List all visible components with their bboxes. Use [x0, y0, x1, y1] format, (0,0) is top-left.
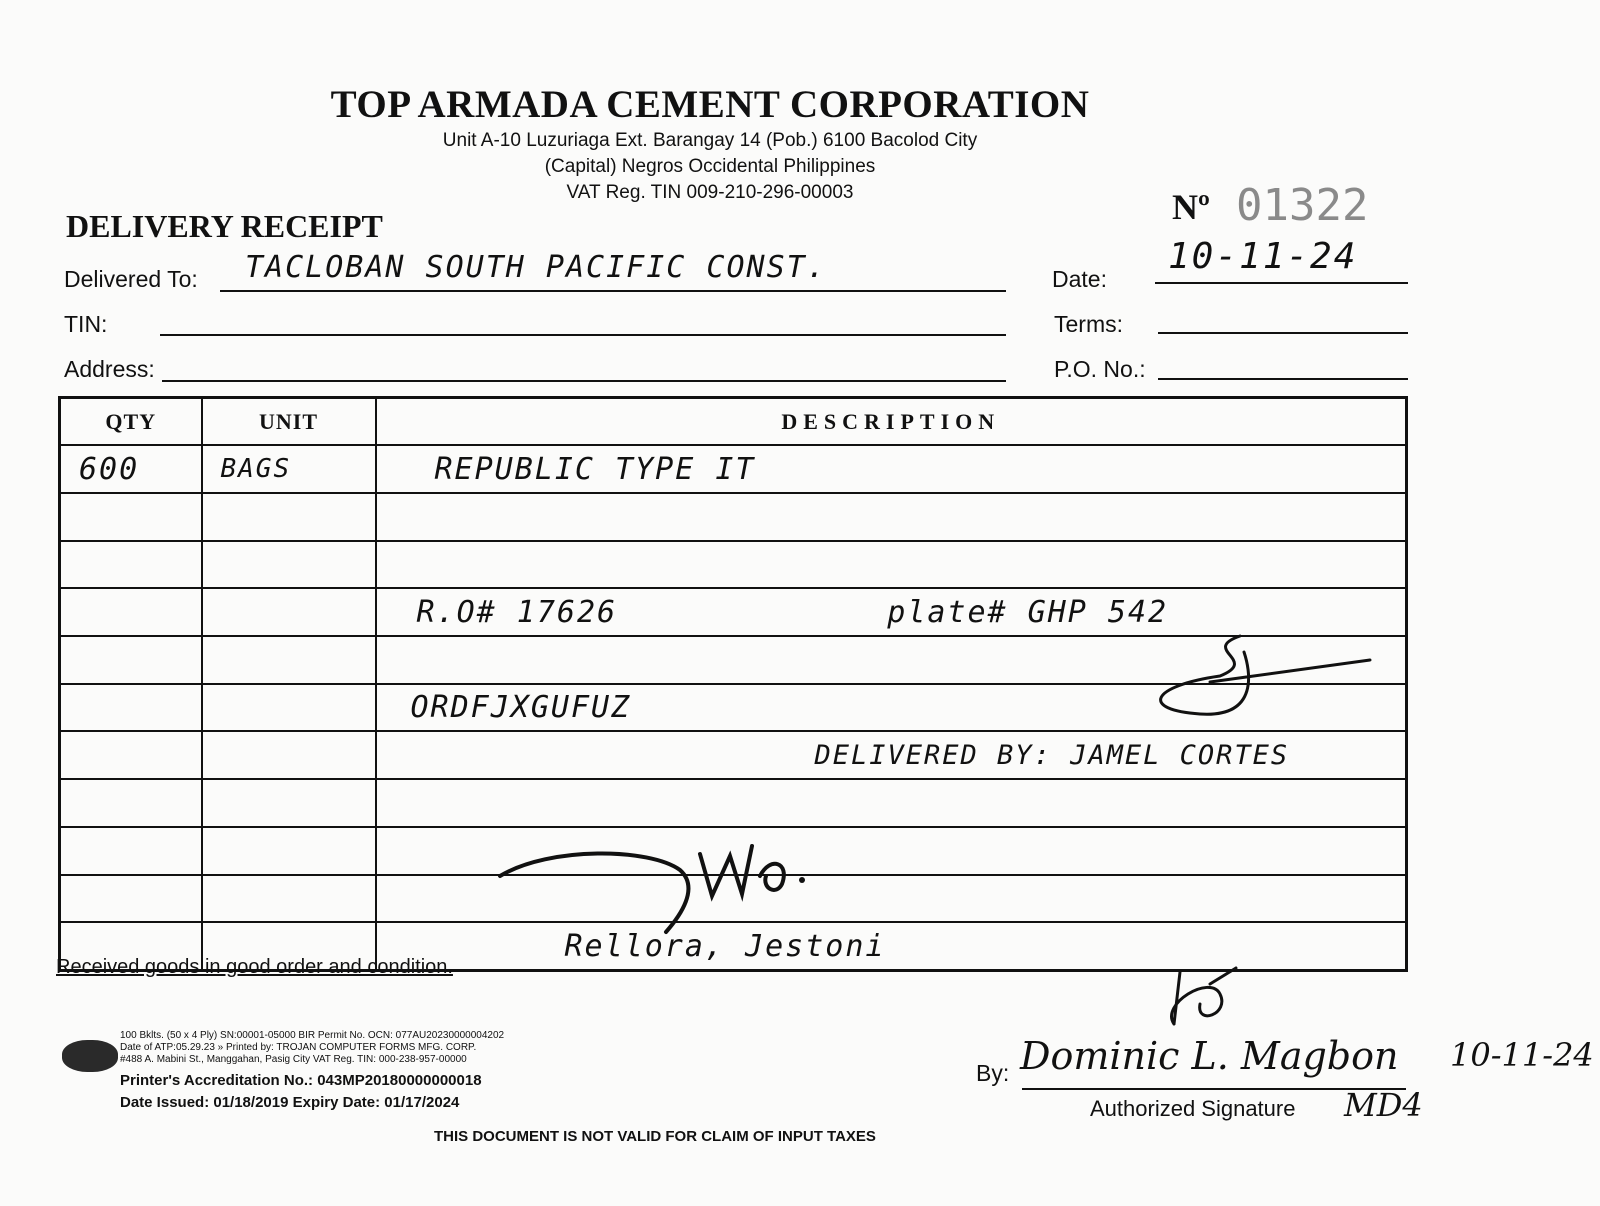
delivered-by-note: DELIVERED BY: JAMEL CORTES — [376, 731, 1407, 779]
date-label: Date: — [1052, 266, 1107, 292]
header-qty: QTY — [60, 398, 202, 446]
printer-line1: 100 Bklts. (50 x 4 Ply) SN:00001-05000 BIR Permit No. OCN: 077AU20230000004202 — [120, 1030, 505, 1041]
row1-description: REPUBLIC TYPE IT — [376, 445, 1407, 493]
po-line — [1158, 378, 1408, 380]
printer-line2: Date of ATP:05.29.23 » Printed by: TROJAN COMPUTER FORMS MFG. CORP. — [120, 1042, 477, 1053]
document-title: DELIVERY RECEIPT — [66, 208, 383, 244]
disclaimer: THIS DOCUMENT IS NOT VALID FOR CLAIM OF INPUT TAXES — [434, 1128, 876, 1145]
company-name: TOP ARMADA CEMENT CORPORATION — [330, 83, 1090, 126]
code-note: ORDFJXGUFUZ — [376, 684, 1407, 732]
checker-signature — [1140, 630, 1380, 720]
header-unit: UNIT — [202, 398, 376, 446]
ro-plate-cell — [376, 588, 1407, 636]
receipt-number-label: Nº — [1172, 187, 1210, 227]
date-value: 10-11-24 — [1168, 236, 1358, 277]
company-vat: VAT Reg. TIN 009-210-296-00003 — [566, 182, 854, 203]
row1-qty: 600 — [60, 445, 202, 493]
signer-initials-scribble — [1140, 964, 1250, 1044]
company-address-line2: (Capital) Negros Occidental Philippines — [544, 156, 876, 177]
printer-accreditation: Printer's Accreditation No.: 043MP20180000000018 — [120, 1072, 482, 1089]
address-line — [162, 380, 1006, 382]
ro-number-note: R.O# 17626 — [416, 594, 618, 630]
signer-name: Dominic L. Magbon — [1020, 1034, 1399, 1078]
plate-number-note: plate# GHP 542 — [887, 594, 1169, 630]
signer-initials: MD4 — [1344, 1086, 1423, 1124]
issue-expiry-dates: Date Issued: 01/18/2019 Expiry Date: 01/17/2024 — [120, 1094, 460, 1111]
printer-info — [120, 1030, 504, 1066]
po-label: P.O. No.: — [1054, 356, 1146, 382]
company-address-line1: Unit A-10 Luzuriaga Ext. Barangay 14 (Pob.) 6100 Bacolod City — [442, 130, 978, 151]
received-note: Received goods in good order and condition. — [56, 956, 453, 978]
table-row — [60, 541, 1407, 589]
signer-date: 10-11-24 — [1450, 1036, 1594, 1074]
receipt-number: 01322 — [1236, 180, 1369, 231]
table-row — [60, 493, 1407, 541]
address-label: Address: — [64, 356, 155, 382]
authorized-signature-label: Authorized Signature — [1090, 1096, 1296, 1121]
terms-line — [1158, 332, 1408, 334]
receiver-name: Rellora, Jestoni — [376, 922, 1407, 970]
delivered-to-label: Delivered To: — [64, 266, 198, 292]
table-row — [60, 779, 1407, 827]
table-row — [60, 588, 1407, 636]
terms-label: Terms: — [1054, 311, 1123, 337]
header-description: DESCRIPTION — [376, 398, 1407, 446]
tin-label: TIN: — [64, 311, 108, 337]
table-header-row — [60, 398, 1407, 446]
table-row — [60, 445, 1407, 493]
tin-line — [160, 334, 1006, 336]
delivered-to-value: TACLOBAN SOUTH PACIFIC CONST. — [245, 250, 827, 285]
printer-line3: #488 A. Mabini St., Manggahan, Pasig City VAT Reg. TIN: 000-238-957-00000 — [120, 1054, 467, 1065]
table-row — [60, 731, 1407, 779]
printer-logo — [62, 1040, 118, 1072]
date-line — [1155, 282, 1408, 284]
by-label: By: — [976, 1060, 1010, 1086]
delivered-to-line — [220, 290, 1006, 292]
row1-unit: BAGS — [202, 445, 376, 493]
receiver-signature — [490, 836, 820, 946]
